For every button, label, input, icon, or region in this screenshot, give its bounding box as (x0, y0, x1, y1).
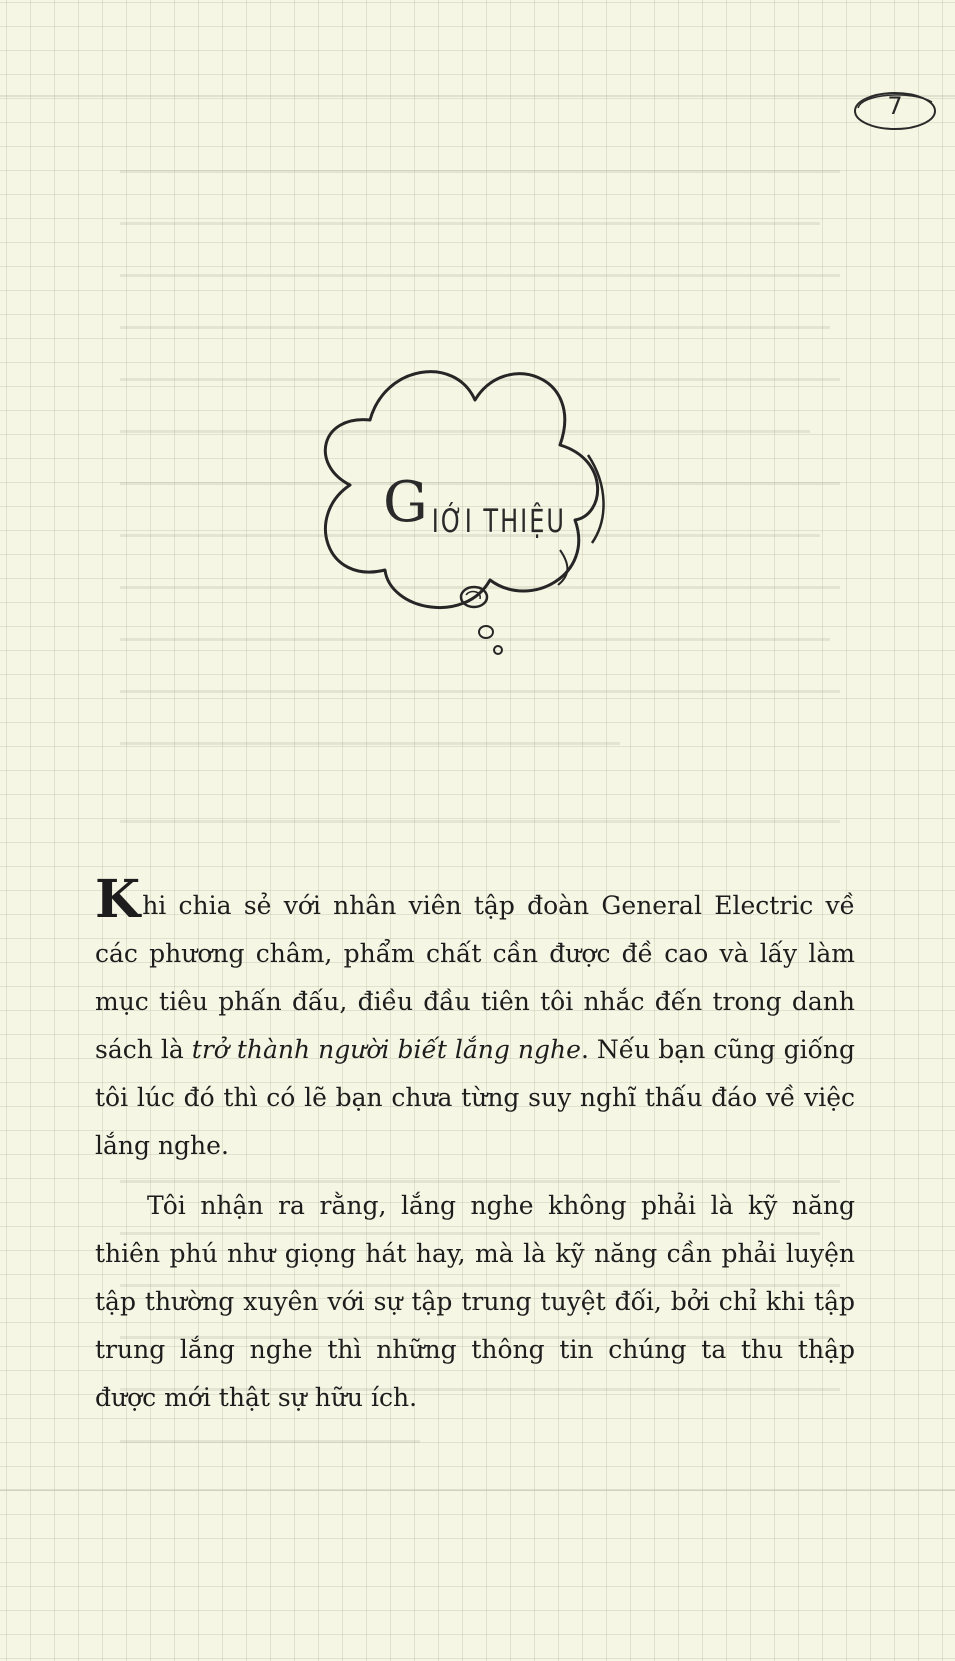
paragraph-1-italic: trở thành người biết lắng nghe (191, 1035, 581, 1064)
page-number-text: 7 (887, 92, 903, 120)
chapter-heading-initial: G (383, 470, 428, 535)
drop-cap: K (95, 869, 141, 930)
paragraph-2: Tôi nhận ra rằng, lắng nghe không phải là kỹ năng thiên phú như giọng hát hay, mà là kỹ năng cần phải luyện tập thường xuyên với sự tập trung tuyệt đối, bởi chỉ khi tập trung lắng nghe thì những thông tin chúng ta thu thập được mới thật sự hữu ích. (95, 1191, 855, 1412)
paragraph-1-text-a: hi chia sẻ với nhân viên tập đoàn General Electric về các phương châm, phẩm chất cần được đề cao và lấy làm mục tiêu phấn đấu, điều đầu tiên tôi nhắc đến trong danh sách là (95, 891, 855, 1064)
paragraph-1-text-b: . Nếu bạn cũng giống tôi lúc đó thì có lẽ bạn chưa từng suy nghĩ thấu đáo về việc lắng nghe. (95, 1035, 855, 1160)
chapter-heading-rest: IỚI THIỆU (431, 502, 566, 540)
chapter-heading (383, 470, 566, 540)
paragraph-1 (95, 869, 855, 1170)
page-number (850, 88, 940, 134)
body-text (95, 869, 855, 1434)
